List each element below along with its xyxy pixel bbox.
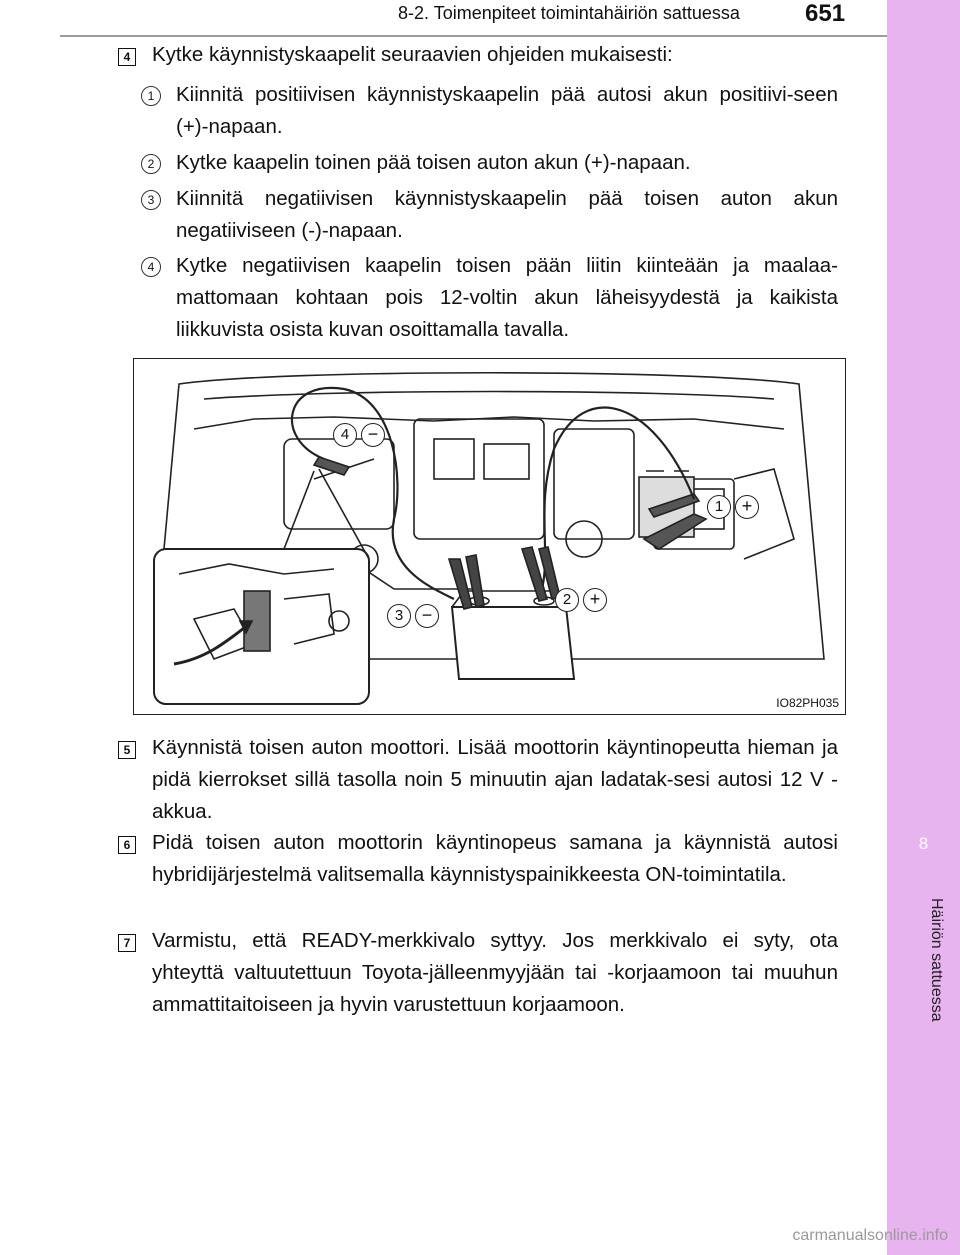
step-text: Pidä toisen auton moottorin käyntinopeus samana ja käynnistä autosi hybridijärjestelmä valitsemalla käynnistyspainikkeesta ON-toimintatila. bbox=[152, 831, 838, 886]
page-number: 651 bbox=[805, 0, 846, 27]
callout-sign: + bbox=[583, 588, 607, 612]
step-badge: 4 bbox=[118, 48, 136, 66]
section-title: 8-2. Toimenpiteet toimintahäiriön sattuessa bbox=[398, 3, 740, 23]
callout-number: 2 bbox=[555, 588, 579, 612]
substep-badge: 2 bbox=[141, 154, 161, 174]
callout-number: 1 bbox=[707, 495, 731, 519]
substep-badge: 1 bbox=[141, 86, 161, 106]
figure-code: IO82PH035 bbox=[776, 696, 839, 710]
step-text: Kytke käynnistyskaapelit seuraavien ohjeiden mukaisesti: bbox=[152, 43, 673, 66]
step-badge: 6 bbox=[118, 836, 136, 854]
callout-sign: − bbox=[415, 604, 439, 628]
step-text: Käynnistä toisen auton moottori. Lisää moottorin käyntinopeutta hieman ja pidä kierrokset sillä tasolla noin 5 minuutin ajan ladatak-sesi autosi 12 V -akkua. bbox=[152, 736, 838, 823]
step-badge: 5 bbox=[118, 741, 136, 759]
substep-text: Kiinnitä negatiivisen käynnistyskaapelin pää toisen auton akun negatiiviseen (-)-napaan. bbox=[176, 187, 838, 242]
callout-number: 3 bbox=[387, 604, 411, 628]
header-rule bbox=[60, 35, 887, 37]
callout-number: 4 bbox=[333, 423, 357, 447]
engine-bay-drawing bbox=[134, 359, 845, 714]
step-text: Varmistu, että READY-merkkivalo syttyy. Jos merkkivalo ei syty, ota yhteyttä valtuutettuun Toyota-jälleenmyyjään tai -korjaamoon tai muuhun ammattitaitoiseen ja hyvin varustettuun korjaamoon. bbox=[152, 929, 838, 1016]
substep-badge: 3 bbox=[141, 190, 161, 210]
substep-badge: 4 bbox=[141, 257, 161, 277]
jump-start-illustration bbox=[133, 358, 846, 715]
step-badge: 7 bbox=[118, 934, 136, 952]
watermark: carmanualsonline.info bbox=[792, 1227, 948, 1244]
chapter-tab bbox=[887, 0, 960, 1255]
callout-sign: + bbox=[735, 495, 759, 519]
substep-text: Kytke kaapelin toinen pää toisen auton akun (+)-napaan. bbox=[176, 151, 691, 174]
substep-text: Kytke negatiivisen kaapelin toisen pään liitin kiinteään ja maalaa-mattomaan kohtaan pois 12-voltin akun läheisyydestä ja kaikista liikkuvista osista kuvan osoittamalla tavalla. bbox=[176, 254, 838, 341]
chapter-title: Häiriön sattuessa bbox=[928, 898, 945, 1022]
chapter-number: 8 bbox=[918, 834, 929, 853]
callout-sign: − bbox=[361, 423, 385, 447]
substep-text: Kiinnitä positiivisen käynnistyskaapelin pää autosi akun positiivi-seen (+)-napaan. bbox=[176, 83, 838, 138]
